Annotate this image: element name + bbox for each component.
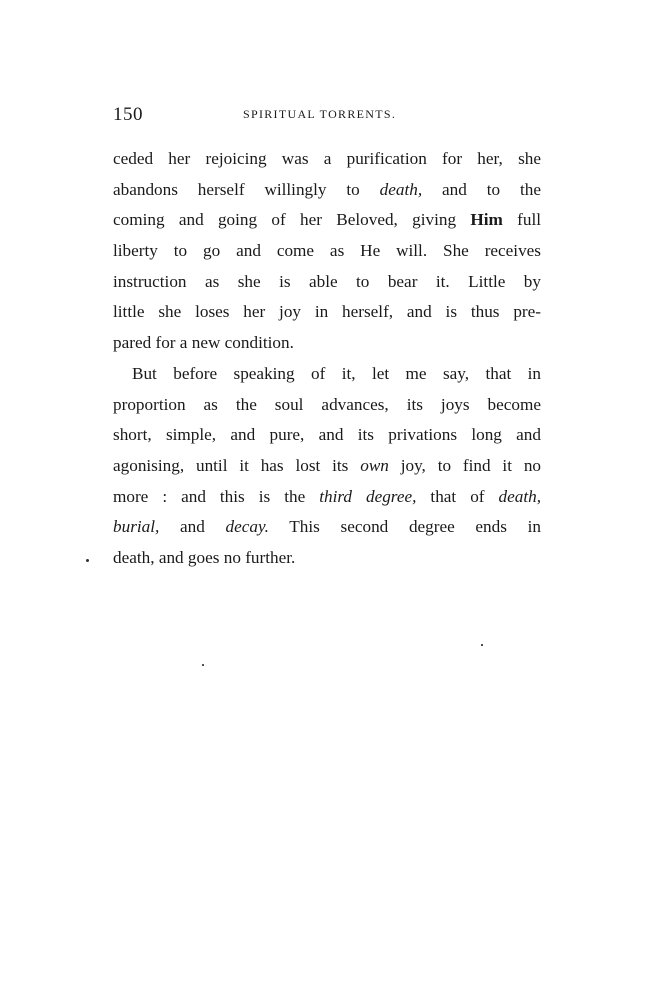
text-run: death, and goes no further. (113, 547, 296, 567)
text-run: liberty to go and come as He will. She receives (113, 241, 541, 261)
page-header (113, 104, 540, 126)
print-speck (481, 644, 483, 646)
print-speck (202, 664, 204, 666)
text-run: and (159, 517, 226, 537)
text-run: pared for a new condition. (113, 333, 294, 353)
page-number: 150 (113, 104, 143, 125)
text-run: more : and this is the (113, 486, 320, 506)
italic-text: decay. (225, 517, 269, 537)
text-line (113, 328, 541, 359)
text-run: short, simple, and pure, and its privations long and (113, 425, 541, 445)
text-line (113, 175, 541, 206)
text-run: agonising, until it has lost its (113, 455, 361, 475)
text-run: little she loses her joy in herself, and is thus pre- (113, 302, 541, 322)
text-line (113, 205, 541, 236)
text-run: proportion as the soul advances, its joys become (113, 394, 541, 414)
text-line (113, 482, 541, 513)
bold-text: Him (470, 210, 503, 230)
italic-text: own (360, 455, 389, 475)
running-head: SPIRITUAL TORRENTS. (243, 107, 397, 121)
italic-text: burial, (113, 517, 160, 537)
paragraph (113, 359, 541, 574)
text-line (113, 267, 541, 298)
text-line (113, 236, 541, 267)
text-run: joy, to find it no (388, 455, 542, 475)
text-line (113, 543, 541, 574)
print-speck (86, 559, 89, 562)
text-line (113, 390, 541, 421)
text-line (113, 512, 541, 543)
text-run: coming and going of her Beloved, giving (113, 210, 471, 230)
italic-text: death, (379, 179, 423, 199)
text-run: that of (416, 486, 499, 506)
text-line (113, 359, 541, 390)
text-run: instruction as she is able to bear it. Little by (113, 271, 541, 291)
text-run: full (502, 210, 541, 230)
text-run: But before speaking of it, let me say, that in (132, 363, 541, 383)
text-run: abandons herself willingly to (113, 179, 380, 199)
body-text (113, 144, 541, 574)
text-line (113, 420, 541, 451)
text-line (113, 451, 541, 482)
text-line (113, 144, 541, 175)
text-line (113, 297, 541, 328)
text-run: This second degree ends in (268, 517, 541, 537)
paragraph (113, 144, 541, 359)
italic-text: third degree, (319, 486, 417, 506)
italic-text: death, (498, 486, 541, 506)
text-run: and to the (422, 179, 541, 199)
text-run: ceded her rejoicing was a purification for her, she (113, 149, 541, 168)
